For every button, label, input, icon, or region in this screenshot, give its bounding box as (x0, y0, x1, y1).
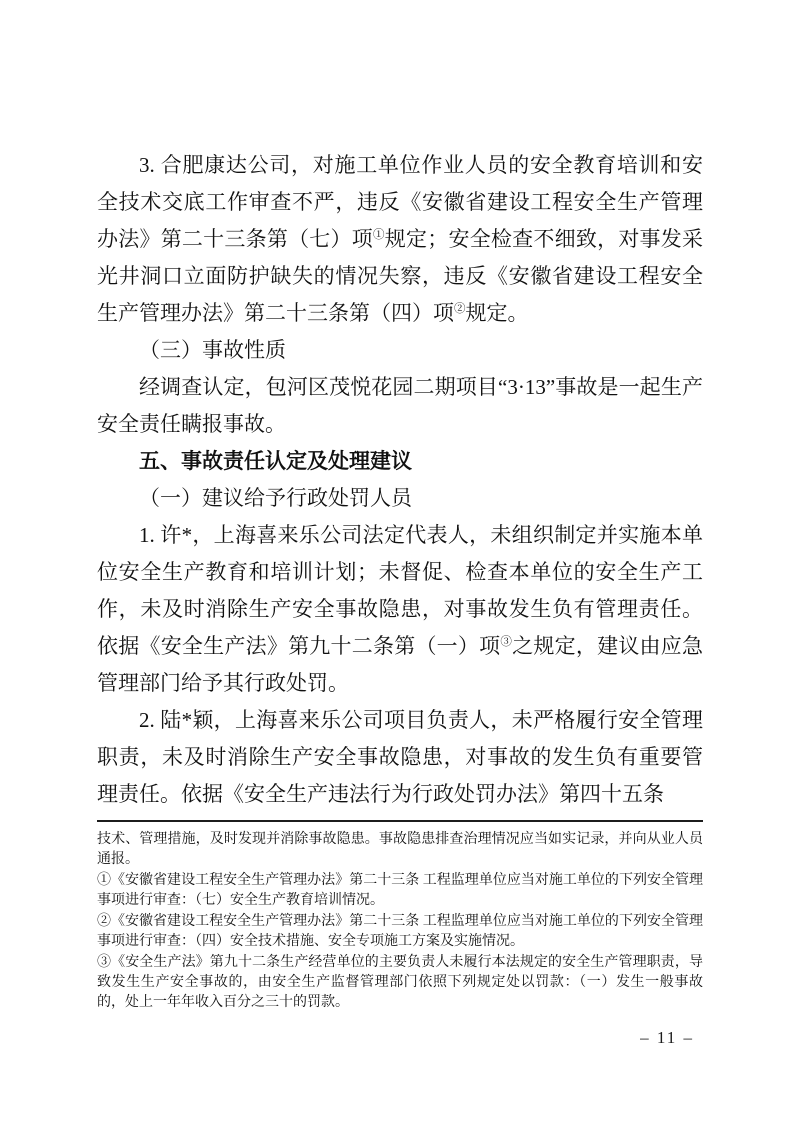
footnote-separator (97, 820, 703, 822)
subsection-heading: （三）事故性质 (139, 338, 286, 362)
section-heading: 五、事故责任认定及处理建议 (139, 450, 412, 473)
footnote-item: ③《安全生产法》第九十二条生产经营单位的主要负责人未履行本法规定的安全生产管理职责，导致发生生产安全事故的，由安全生产监督管理部门依照下列规定处以罚款：（一）发生一般事故的，处上一年年收入百分之三十的罚款。 (97, 955, 703, 1010)
page-number: – 11 – (640, 1028, 694, 1047)
body-paragraph: 3. 合肥康达公司，对施工单位作业人员的安全教育培训和安全技术交底工作审查不严，违反《安徽省建设工程安全生产管理办法》第二十三条第（七）项①规定；安全检查不细致，对事发采光井洞口立面防护缺失的情况失察，违反《安徽省建设工程安全生产管理办法》第二十三条第（四）项②规定。 (97, 153, 704, 325)
document-body (97, 147, 703, 813)
footnote-item: ①《安徽省建设工程安全生产管理办法》第二十三条 工程监理单位应当对施工单位的下列安全管理事项进行审查：（七）安全生产教育培训情况。 (97, 873, 703, 908)
body-paragraph: 2. 陆*颖，上海喜来乐公司项目负责人，未严格履行安全管理职责，未及时消除生产安全事故隐患，对事故的发生负有重要管理责任。依据《安全生产违法行为行政处罚办法》第四十五条 (97, 708, 703, 806)
body-paragraph: 经调查认定，包河区茂悦花园二期项目“3·13”事故是一起生产安全责任瞒报事故。 (97, 375, 703, 436)
footnote-continuation: 技术、管理措施，及时发现并消除事故隐患。事故隐患排查治理情况应当如实记录，并向从业人员通报。 (97, 832, 703, 867)
footnote-item: ②《安徽省建设工程安全生产管理办法》第二十三条 工程监理单位应当对施工单位的下列安全管理事项进行审查：（四）安全技术措施、安全专项施工方案及实施情况。 (97, 914, 703, 949)
body-paragraph: 1. 许*，上海喜来乐公司法定代表人，未组织制定并实施本单位安全生产教育和培训计划；未督促、检查本单位的安全生产工作，未及时消除生产安全事故隐患，对事故发生负有管理责任。依据《安全生产法》第九十二条第（一）项③之规定，建议由应急管理部门给予其行政处罚。 (97, 523, 704, 695)
footnote-area (97, 820, 703, 1014)
subsection-heading: （一）建议给予行政处罚人员 (139, 486, 412, 510)
